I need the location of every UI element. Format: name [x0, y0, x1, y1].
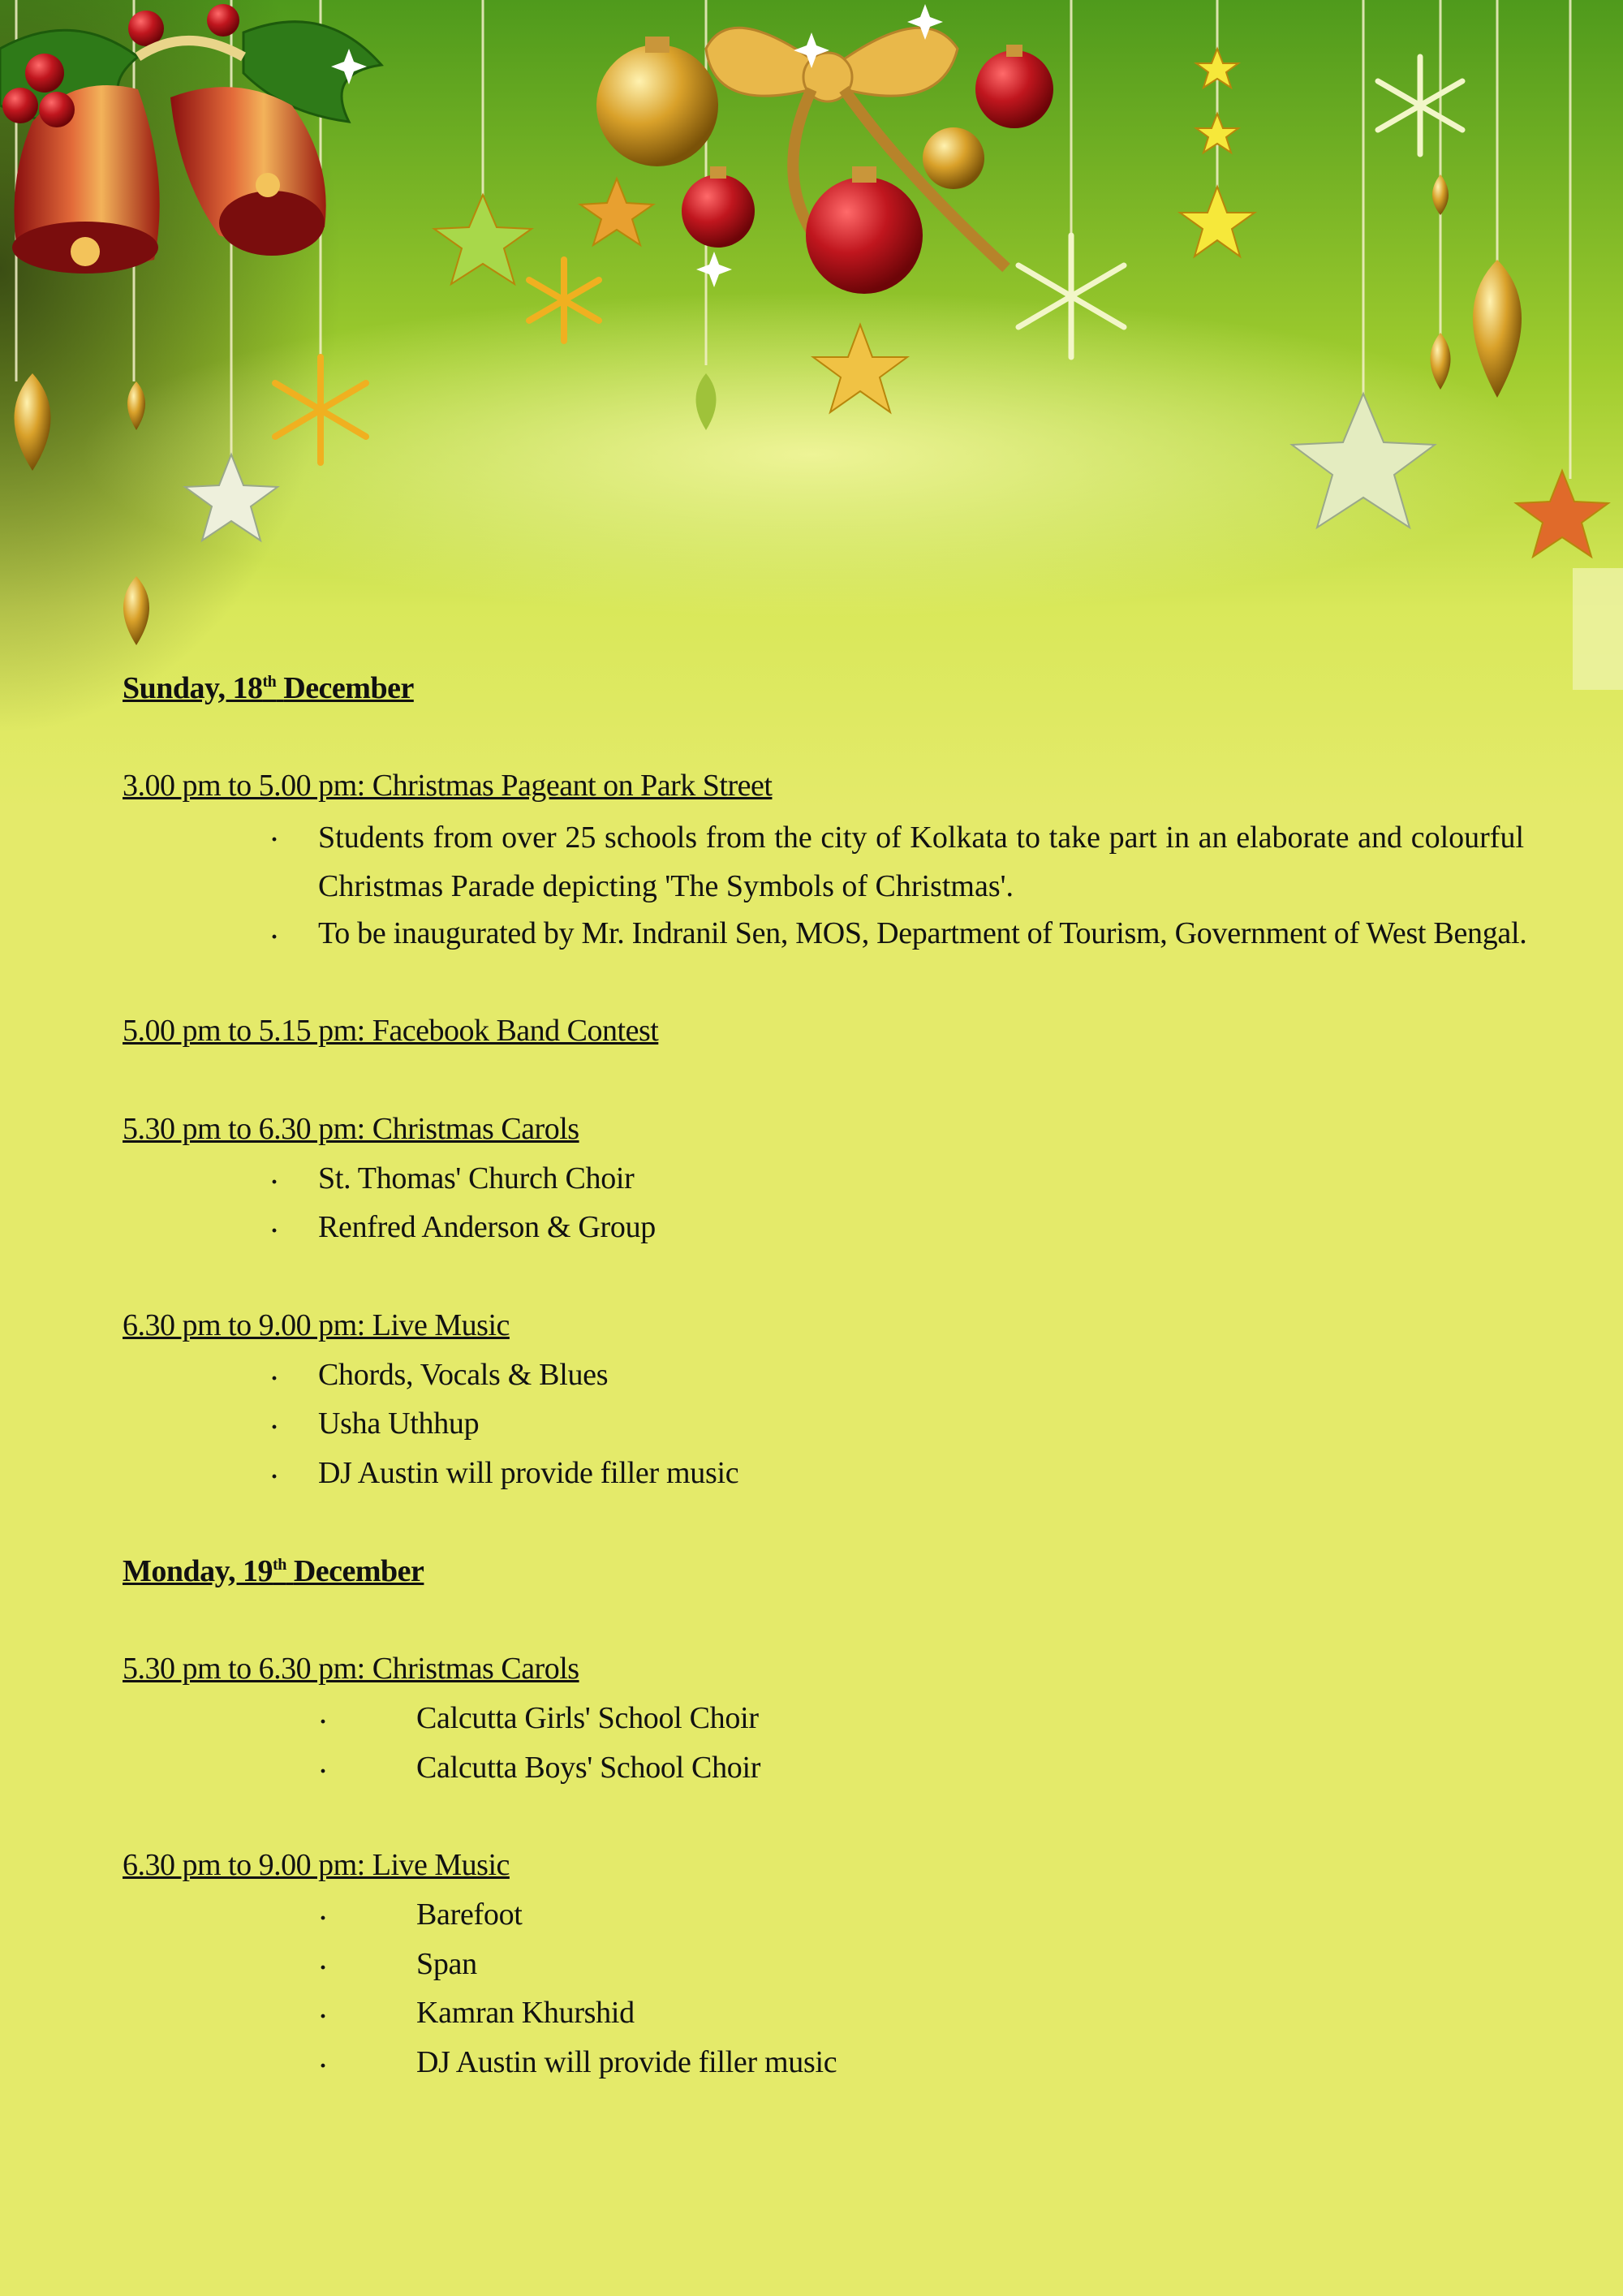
- bullet-dot: ·: [270, 1463, 279, 1490]
- slot-live-music-monday: 6.30 pm to 9.00 pm: Live Music: [123, 1848, 510, 1882]
- bullet-dot: ·: [319, 2003, 328, 2030]
- bullet-dot: ·: [319, 2053, 328, 2079]
- bullet-dot: ·: [270, 1169, 279, 1195]
- list-item: Calcutta Girls' School Choir: [416, 1701, 759, 1735]
- bullet-dot: ·: [319, 1708, 328, 1735]
- bullet-dot: ·: [319, 1954, 328, 1981]
- bullet-dot: ·: [270, 1414, 279, 1441]
- slot-christmas-carols-sunday: 5.30 pm to 6.30 pm: Christmas Carols: [123, 1112, 579, 1146]
- bullet-dot: ·: [270, 1217, 279, 1244]
- list-item: Chords, Vocals & Blues: [318, 1358, 609, 1392]
- list-item: DJ Austin will provide filler music: [416, 2045, 837, 2079]
- day-heading-monday: Monday, 19th December: [123, 1554, 424, 1588]
- slot-christmas-pageant: 3.00 pm to 5.00 pm: Christmas Pageant on Park Street: [123, 769, 773, 803]
- slot-live-music-sunday: 6.30 pm to 9.00 pm: Live Music: [123, 1308, 510, 1342]
- list-item: Calcutta Boys' School Choir: [416, 1751, 761, 1785]
- bullet-dot: ·: [270, 826, 279, 853]
- slot-facebook-band-contest: 5.00 pm to 5.15 pm: Facebook Band Contest: [123, 1014, 659, 1048]
- list-item: Barefoot: [416, 1898, 523, 1932]
- list-item: Span: [416, 1947, 477, 1981]
- list-item: Usha Uthhup: [318, 1406, 480, 1441]
- bullet-dot: ·: [319, 1905, 328, 1932]
- bullet-dot: ·: [270, 924, 279, 950]
- slot-christmas-carols-monday: 5.30 pm to 6.30 pm: Christmas Carols: [123, 1652, 579, 1686]
- list-item: Students from over 25 schools from the city of Kolkata to take part in an elaborate and colourful Christmas Parade depicting 'The Symbols of Christmas'.: [318, 821, 1524, 903]
- list-item: St. Thomas' Church Choir: [318, 1161, 635, 1195]
- bullet-dot: ·: [319, 1758, 328, 1785]
- list-item: To be inaugurated by Mr. Indranil Sen, MOS, Department of Tourism, Government of West Bengal.: [318, 916, 1527, 950]
- day-heading-sunday: Sunday, 18th December: [123, 671, 414, 705]
- list-item: Renfred Anderson & Group: [318, 1210, 656, 1244]
- bullet-dot: ·: [270, 1365, 279, 1392]
- list-item: Kamran Khurshid: [416, 1996, 635, 2030]
- list-item: DJ Austin will provide filler music: [318, 1456, 739, 1490]
